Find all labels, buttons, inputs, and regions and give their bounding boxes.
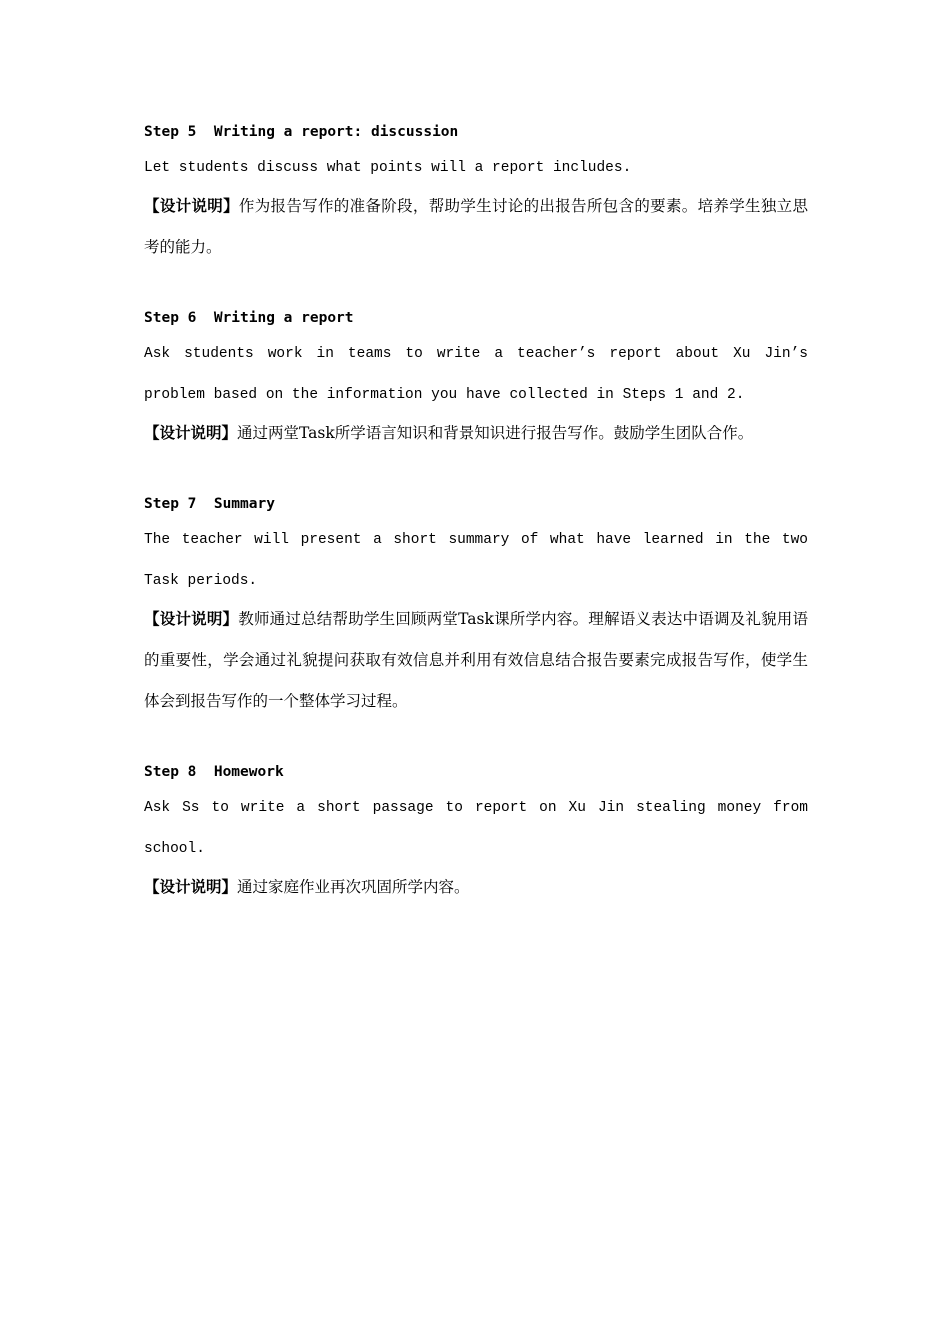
step-6-heading: Step 6 Writing a report [144,310,354,326]
step-8-body: Ask Ss to write a short passage to report on Xu Jin stealing money from school. [144,800,808,857]
step-8-heading: Step 8 Homework [144,764,284,780]
step-6-body: Ask students work in teams to write a teacher’s report about Xu Jin’s problem based on the information you have collected in Steps 1 and 2. [144,346,808,403]
step-8-section [144,762,808,908]
document-content [144,122,808,948]
step-6-section [144,308,808,454]
step-5-section [144,122,808,268]
design-note-tag: 【设计说明】 [144,196,239,215]
design-note-tag: 【设计说明】 [144,877,238,896]
step-7-section [144,494,808,722]
step-6-design-note [144,412,808,454]
step-7-heading: Step 7 Summary [144,496,275,512]
design-note-tag: 【设计说明】 [144,609,239,628]
step-8-design-note [144,866,808,908]
step-7-body: The teacher will present a short summary of what have learned in the two Task periods. [144,532,808,589]
step-7-design-note [144,598,808,722]
design-note-text: 作为报告写作的准备阶段，帮助学生讨论的出报告所包含的要素。培养学生独立思考的能力。 [144,197,808,256]
step-5-heading: Step 5 Writing a report: discussion [144,124,459,140]
step-5-design-note [144,185,808,268]
step-5-body: Let students discuss what points will a report includes. [144,160,632,176]
design-note-text: 通过两堂Task所学语言知识和背景知识进行报告写作。鼓励学生团队合作。 [237,424,754,442]
design-note-tag: 【设计说明】 [144,423,238,442]
design-note-text: 通过家庭作业再次巩固所学内容。 [237,878,470,896]
design-note-text: 教师通过总结帮助学生回顾两堂Task课所学内容。理解语义表达中语调及礼貌用语的重要性，学会通过礼貌提问获取有效信息并利用有效信息结合报告要素完成报告写作，使学生体会到报告写作的一个整体学习过程。 [144,610,808,710]
